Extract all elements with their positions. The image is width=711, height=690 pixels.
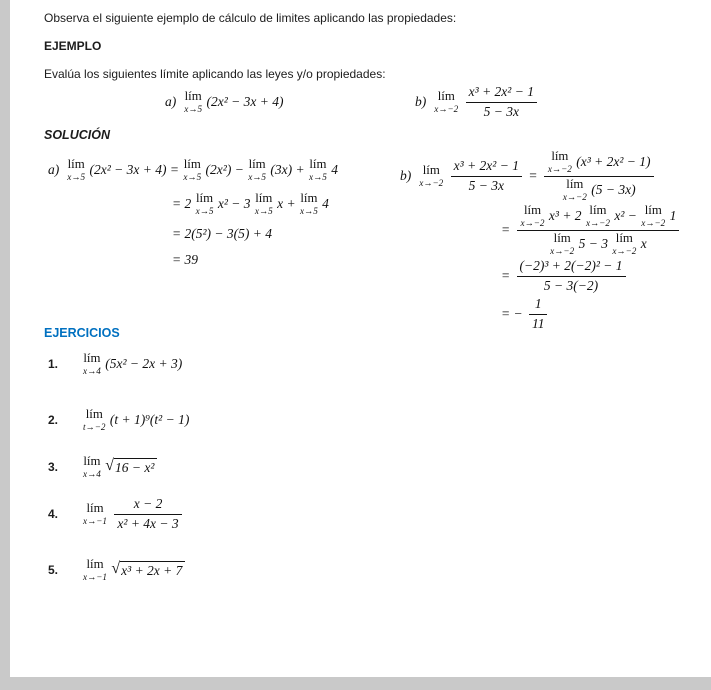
limit-subscript: x→−2	[562, 191, 587, 202]
solution-a-label: a)	[48, 162, 60, 177]
fraction-bar	[517, 276, 626, 277]
limit-subscript: x→5	[309, 171, 327, 182]
math-text: =	[501, 268, 514, 284]
fraction-numerator	[451, 158, 522, 174]
math-text: 4	[327, 162, 338, 177]
limit-operator	[183, 158, 201, 182]
fraction-denominator	[481, 104, 522, 120]
limit-operator	[612, 232, 636, 256]
limit-subscript: x→−1	[83, 515, 108, 526]
exercise-number: 3.	[48, 460, 59, 474]
limit-operator	[550, 232, 574, 256]
limit-operator	[255, 192, 273, 216]
exercise-expression	[82, 496, 185, 532]
solution-a-expression-1	[66, 158, 338, 182]
math-text: (2x² − 3x + 4)	[203, 94, 284, 109]
limit-word: lím	[86, 557, 104, 571]
math-text: (t + 1)⁹(t² − 1)	[106, 412, 190, 427]
fraction-numerator	[131, 496, 166, 512]
fraction	[451, 158, 522, 194]
problem-a-expression	[183, 90, 283, 114]
limit-word: lím	[86, 500, 104, 515]
fraction-numerator	[517, 204, 680, 228]
limit-word: lím	[83, 351, 101, 365]
math-text: 1	[534, 296, 542, 312]
limit-operator	[563, 178, 587, 202]
limit-word: lím	[248, 157, 266, 171]
math-text: = −	[501, 306, 526, 322]
limit-operator	[196, 192, 214, 216]
limit-word: lím	[309, 157, 327, 171]
exercise-row-2	[48, 408, 189, 432]
math-text	[444, 168, 447, 184]
problem-b-label: b)	[415, 94, 427, 109]
math-text: (5x² − 2x + 3)	[101, 356, 183, 371]
math-text: (x³ + 2x² − 1)	[572, 154, 651, 169]
limit-word: lím	[553, 231, 571, 246]
exercise-number: 1.	[48, 357, 59, 371]
radical-sign-icon: √	[111, 560, 121, 577]
solution-b	[400, 150, 682, 334]
math-text: x² −	[610, 208, 641, 224]
limit-operator	[548, 150, 572, 174]
limit-subscript: x→5	[254, 205, 273, 216]
math-text: 16 − x²	[114, 460, 155, 475]
square-root	[111, 561, 185, 579]
solution-a-expression-4	[172, 252, 198, 268]
fraction-denominator	[466, 178, 507, 194]
fraction	[114, 496, 181, 532]
solution-b-expression-1	[418, 150, 656, 202]
solution-b-line-1	[400, 150, 682, 202]
limit-operator	[184, 90, 202, 114]
solution-b-line-4	[501, 296, 682, 332]
math-text: 11	[531, 316, 545, 332]
limit-subscript: x→−2	[547, 163, 572, 174]
solution-b-expression-2	[501, 204, 682, 256]
document-page	[10, 0, 711, 677]
solution-a-line-4	[172, 252, 338, 268]
limit-word: lím	[83, 454, 101, 468]
fraction	[517, 204, 680, 256]
fraction-numerator	[466, 84, 537, 100]
math-text: = 2	[172, 196, 195, 212]
math-text: 1	[666, 208, 677, 224]
fraction-denominator	[529, 316, 548, 332]
exercise-number: 2.	[48, 413, 59, 427]
limit-operator	[434, 90, 458, 114]
limit-word: lím	[255, 191, 273, 206]
limit-subscript: x→−2	[419, 177, 444, 188]
fraction	[544, 150, 654, 202]
limit-word: lím	[589, 203, 607, 218]
limit-subscript: x→−1	[83, 571, 108, 582]
math-text	[108, 506, 111, 522]
solution-b-line-3	[501, 258, 682, 294]
math-text: x − 2	[133, 496, 163, 511]
problem-b-expression	[433, 84, 540, 120]
limit-subscript: x→−2	[520, 217, 545, 228]
limit-subscript: x→5	[299, 205, 318, 216]
math-text: x³ + 2	[545, 208, 585, 224]
exercise-row-4	[48, 496, 185, 532]
math-text: x² + 4x − 3	[117, 516, 179, 531]
limit-operator	[521, 204, 545, 228]
solution-a-expression-3	[172, 226, 272, 242]
math-text: = 39	[172, 252, 198, 268]
solution-a-expression-2	[172, 192, 329, 216]
exercise-expression	[82, 558, 185, 582]
limit-subscript: x→4	[83, 468, 101, 479]
math-text: 5 − 3	[575, 236, 612, 252]
exercise-number: 5.	[48, 563, 59, 577]
solution-a	[48, 158, 338, 278]
fraction	[517, 258, 626, 294]
math-text: 5 − 3x	[483, 104, 519, 119]
limit-word: lím	[644, 203, 662, 218]
limit-subscript: x→5	[67, 171, 86, 182]
math-text: 5 − 3x	[468, 178, 504, 194]
math-text: x +	[273, 196, 299, 212]
math-text: (2x² − 3x + 4) =	[86, 162, 183, 177]
math-text: x² − 3	[214, 196, 254, 212]
problem-b	[415, 84, 540, 120]
intro-text: Observa el siguiente ejemplo de cálculo de limites aplicando las propiedades:	[44, 11, 457, 25]
limit-word: lím	[183, 157, 201, 171]
limit-word: lím	[85, 407, 103, 421]
math-text: =	[501, 222, 514, 238]
fraction-numerator	[544, 150, 654, 174]
solution-a-line-2	[172, 192, 338, 216]
math-text: x³ + 2x² − 1	[468, 84, 534, 99]
fraction-denominator	[541, 278, 601, 294]
exercise-expression	[82, 352, 182, 376]
math-text: x³ + 2x² − 1	[453, 158, 519, 174]
fraction-bar	[114, 514, 181, 515]
limit-operator	[83, 558, 107, 582]
limit-word: lím	[523, 203, 542, 218]
solution-b-expression-3	[501, 258, 629, 294]
square-root	[105, 458, 157, 476]
fraction-denominator	[114, 516, 181, 532]
exercise-expression	[82, 455, 157, 479]
math-text: (3x) +	[267, 162, 308, 177]
math-text: (2x²) −	[202, 162, 248, 177]
solution-a-line-3	[172, 226, 338, 242]
exercise-number: 4.	[48, 507, 59, 521]
limit-word: lím	[184, 89, 202, 103]
exercise-expression	[82, 408, 189, 432]
fraction	[529, 296, 548, 332]
limit-subscript: x→5	[248, 171, 267, 182]
limit-word: lím	[437, 88, 455, 103]
limit-subscript: x→4	[83, 365, 101, 376]
fraction-denominator	[559, 178, 639, 202]
solution-b-line-2	[501, 204, 682, 256]
problem-a	[165, 90, 283, 114]
math-text: =	[524, 168, 541, 184]
limit-word: lím	[196, 191, 214, 206]
math-text	[459, 94, 462, 110]
limit-word: lím	[551, 149, 569, 163]
fraction	[466, 84, 537, 120]
math-text: x³ + 2x + 7	[121, 563, 183, 578]
fraction-bar	[544, 176, 654, 177]
limit-word: lím	[300, 191, 318, 206]
exercise-row-1	[48, 352, 182, 376]
fraction-numerator	[532, 296, 545, 312]
limit-operator	[309, 158, 327, 182]
limit-word: lím	[566, 177, 584, 192]
math-text: (−2)³ + 2(−2)² − 1	[519, 258, 623, 274]
limit-operator	[248, 158, 266, 182]
limit-subscript: x→−2	[585, 217, 610, 228]
math-text: 4	[318, 196, 329, 212]
limit-operator	[83, 408, 106, 432]
limit-operator	[83, 502, 107, 526]
radicand	[114, 458, 157, 476]
example-heading: EJEMPLO	[44, 39, 102, 53]
solution-heading: SOLUCIÓN	[44, 128, 110, 142]
limit-operator	[586, 204, 610, 228]
limit-subscript: x→5	[195, 205, 214, 216]
limit-subscript: x→5	[184, 103, 203, 114]
exercises-heading: EJERCICIOS	[44, 326, 120, 340]
limit-operator	[83, 352, 101, 376]
solution-a-line-1	[48, 158, 338, 182]
instruction-text: Evalúa los siguientes límite aplicando las leyes y/o propiedades:	[44, 67, 386, 81]
math-text: x	[637, 236, 647, 252]
limit-subscript: x→5	[183, 171, 202, 182]
exercise-row-5	[48, 558, 185, 582]
math-text: = 2(5²) − 3(5) + 4	[172, 226, 272, 242]
limit-operator	[419, 164, 443, 188]
limit-word: lím	[422, 163, 440, 177]
solution-b-expression-4	[501, 296, 550, 332]
math-text: (5 − 3x)	[587, 182, 636, 198]
exercise-row-3	[48, 455, 157, 479]
fraction-numerator	[517, 258, 626, 274]
solution-b-label: b)	[400, 168, 412, 184]
fraction-bar	[517, 230, 680, 231]
limit-subscript: t→−2	[83, 421, 106, 432]
radicand	[120, 561, 185, 579]
fraction-denominator	[546, 232, 650, 256]
limit-word: lím	[615, 231, 633, 246]
radical-sign-icon: √	[105, 457, 114, 474]
fraction-bar	[466, 102, 537, 103]
problem-a-label: a)	[165, 94, 177, 109]
limit-subscript: x→−2	[434, 103, 459, 114]
limit-subscript: x→−2	[550, 245, 575, 256]
limit-operator	[83, 455, 101, 479]
fraction-bar	[529, 314, 548, 315]
fraction-bar	[451, 176, 522, 177]
limit-operator	[641, 204, 665, 228]
math-text: 5 − 3(−2)	[543, 278, 599, 294]
limit-subscript: x→−2	[612, 245, 637, 256]
limit-operator	[67, 158, 85, 182]
limit-operator	[300, 192, 318, 216]
limit-word: lím	[67, 157, 85, 171]
limit-subscript: x→−2	[641, 217, 666, 228]
